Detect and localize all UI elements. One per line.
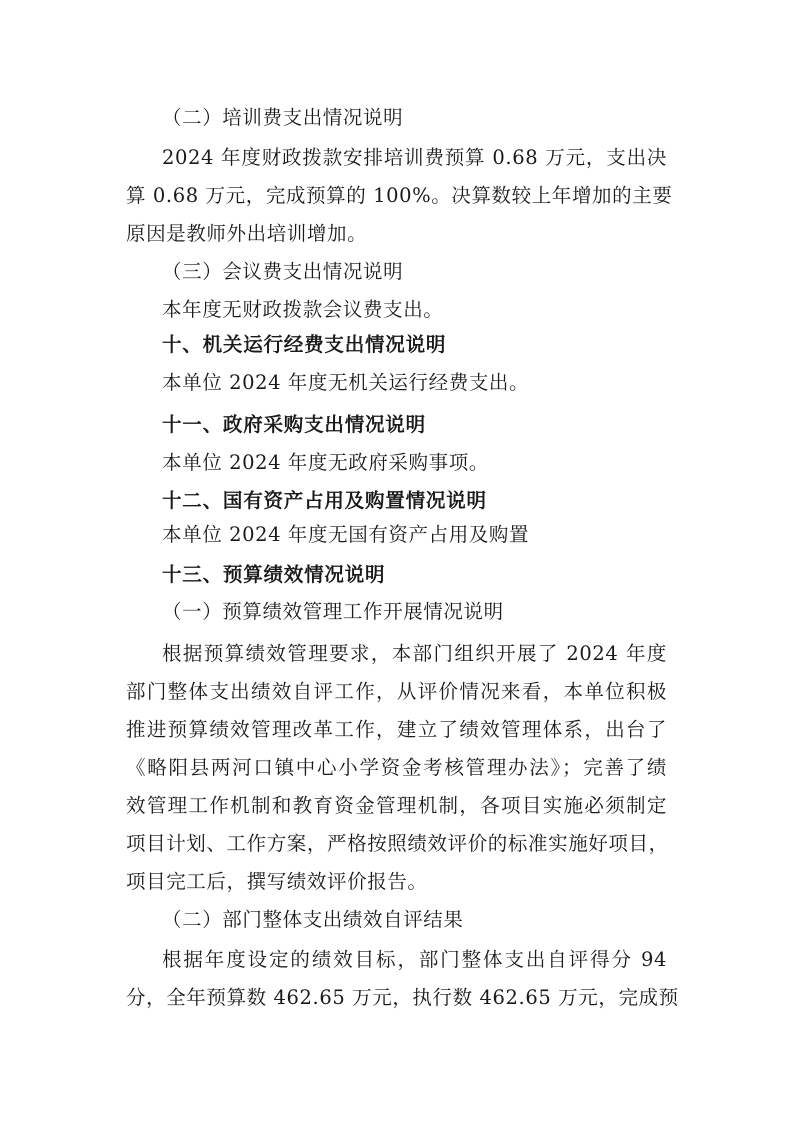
section-11-text: 本单位 2024 年度无政府采购事项。 [162, 451, 489, 474]
meeting-text: 本年度无财政拨款会议费支出。 [162, 298, 444, 321]
meeting-subheading: （三）会议费支出情况说明 [162, 260, 404, 283]
para1-line-1: 根据预算绩效管理要求，本部门组织开展了 2024 年度 [162, 642, 667, 665]
para1-line-4: 《略阳县两河口镇中心小学资金考核管理办法》；完善了绩 [126, 756, 667, 779]
section-12-text: 本单位 2024 年度无国有资产占用及购置 [162, 523, 530, 546]
para1-line-6: 项目计划、工作方案，严格按照绩效评价的标准实施好项目， [126, 832, 669, 855]
section-13-subheading-1: （一）预算绩效管理工作开展情况说明 [162, 600, 504, 623]
section-10-heading: 十、机关运行经费支出情况说明 [162, 333, 447, 356]
para1-line-2: 部门整体支出绩效自评工作，从评价情况来看，本单位积极 [126, 680, 667, 703]
para2-line-1: 根据年度设定的绩效目标，部门整体支出自评得分 94 [162, 948, 667, 971]
training-subheading: （二）培训费支出情况说明 [162, 106, 404, 129]
para1-line-3: 推进预算绩效管理改革工作，建立了绩效管理体系，出台了 [126, 718, 667, 741]
section-10-text: 本单位 2024 年度无机关运行经费支出。 [162, 371, 530, 394]
training-line-1: 2024 年度财政拨款安排培训费预算 0.68 万元，支出决 [162, 146, 667, 169]
training-line-3: 原因是教师外出培训增加。 [126, 222, 368, 245]
para1-line-5: 效管理工作机制和教育资金管理机制，各项目实施必须制定 [126, 794, 667, 817]
section-11-heading: 十一、政府采购支出情况说明 [162, 413, 426, 436]
section-13-heading: 十三、预算绩效情况说明 [162, 563, 386, 586]
section-12-heading: 十二、国有资产占用及购置情况说明 [162, 489, 487, 512]
section-13-subheading-2: （二）部门整体支出绩效自评结果 [162, 908, 464, 931]
para2-line-2: 分，全年预算数 462.65 万元，执行数 462.65 万元，完成预 [126, 986, 679, 1009]
training-line-2: 算 0.68 万元，完成预算的 100%。决算数较上年增加的主要 [126, 184, 673, 207]
para1-line-7: 项目完工后，撰写绩效评价报告。 [126, 870, 428, 893]
